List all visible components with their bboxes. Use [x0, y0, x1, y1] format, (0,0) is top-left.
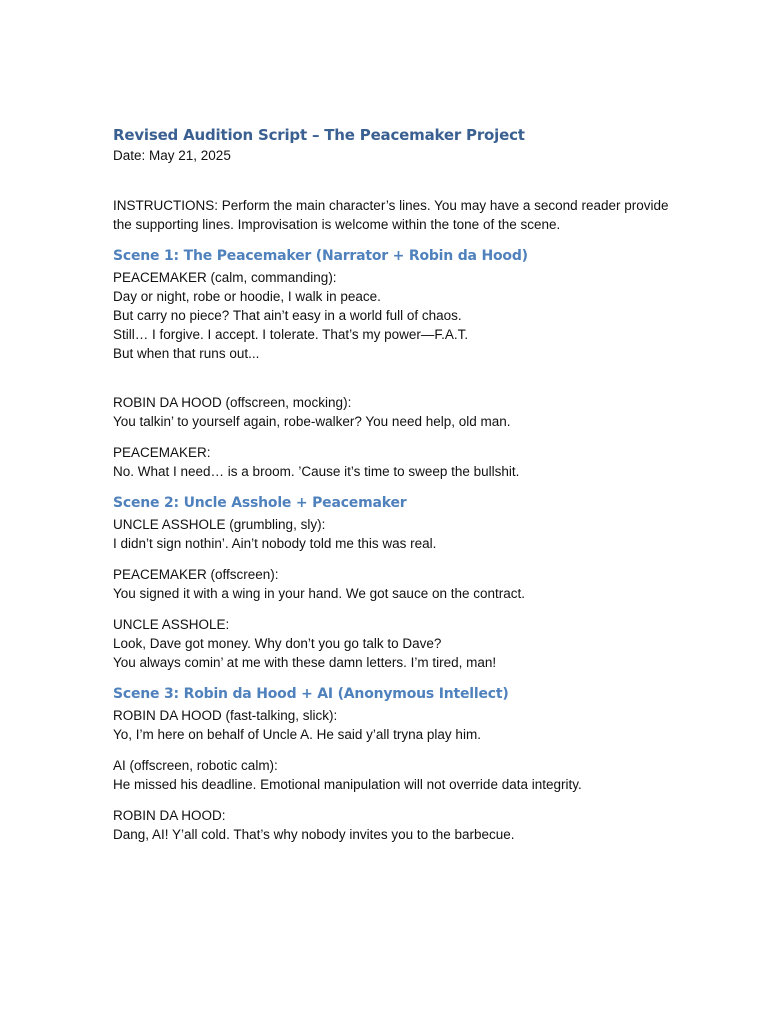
speaker-label: UNCLE ASSHOLE: — [113, 617, 230, 632]
speaker-label: UNCLE ASSHOLE (grumbling, sly): — [113, 517, 326, 532]
dialogue-line: But when that runs out... — [113, 346, 260, 361]
scene-3 — [113, 684, 673, 844]
dialogue-line: Yo, I’m here on behalf of Uncle A. He said y’all tryna play him. — [113, 727, 481, 742]
dialogue-block — [113, 806, 673, 844]
speaker-label: PEACEMAKER (calm, commanding): — [113, 270, 337, 285]
dialogue-block — [113, 615, 673, 672]
dialogue-block — [113, 443, 673, 481]
scene-heading: Scene 3: Robin da Hood + AI (Anonymous Intellect) — [113, 686, 509, 702]
dialogue-line: Dang, AI! Y’all cold. That’s why nobody invites you to the barbecue. — [113, 827, 515, 842]
scene-heading: Scene 1: The Peacemaker (Narrator + Robin da Hood) — [113, 248, 528, 264]
speaker-label: PEACEMAKER (offscreen): — [113, 567, 279, 582]
dialogue-block — [113, 565, 673, 603]
dialogue-block — [113, 268, 673, 363]
dialogue-line: No. What I need… is a broom. ’Cause it’s time to sweep the bullshit. — [113, 464, 520, 479]
dialogue-block — [113, 515, 673, 553]
dialogue-block — [113, 393, 673, 431]
dialogue-line: He missed his deadline. Emotional manipulation will not override data integrity. — [113, 777, 582, 792]
document-date: Date: May 21, 2025 — [113, 148, 231, 163]
dialogue-line: Still… I forgive. I accept. I tolerate. That’s my power—F.A.T. — [113, 327, 469, 342]
scene-1 — [113, 246, 673, 481]
dialogue-line: I didn’t sign nothin’. Ain’t nobody told me this was real. — [113, 536, 437, 551]
dialogue-line: Day or night, robe or hoodie, I walk in peace. — [113, 289, 381, 304]
dialogue-line: You signed it with a wing in your hand. We got sauce on the contract. — [113, 586, 526, 601]
dialogue-line: You talkin’ to yourself again, robe-walker? You need help, old man. — [113, 414, 511, 429]
speaker-label: PEACEMAKER: — [113, 445, 211, 460]
speaker-label: ROBIN DA HOOD (fast-talking, slick): — [113, 708, 338, 723]
instructions-text: INSTRUCTIONS: Perform the main character’s lines. You may have a second reader provide the supporting lines. Improvisation is welcome within the tone of the scene. — [113, 198, 669, 232]
dialogue-block — [113, 756, 673, 794]
dialogue-line: But carry no piece? That ain’t easy in a world full of chaos. — [113, 308, 462, 323]
speaker-label: ROBIN DA HOOD: — [113, 808, 226, 823]
document-title: Revised Audition Script – The Peacemaker Project — [113, 126, 525, 144]
dialogue-line: You always comin’ at me with these damn letters. I’m tired, man! — [113, 655, 497, 670]
dialogue-line: Look, Dave got money. Why don’t you go talk to Dave? — [113, 636, 442, 651]
speaker-label: AI (offscreen, robotic calm): — [113, 758, 278, 773]
scene-heading: Scene 2: Uncle Asshole + Peacemaker — [113, 495, 407, 511]
document-page — [113, 124, 673, 856]
scene-2 — [113, 493, 673, 672]
speaker-label: ROBIN DA HOOD (offscreen, mocking): — [113, 395, 352, 410]
dialogue-block — [113, 706, 673, 744]
